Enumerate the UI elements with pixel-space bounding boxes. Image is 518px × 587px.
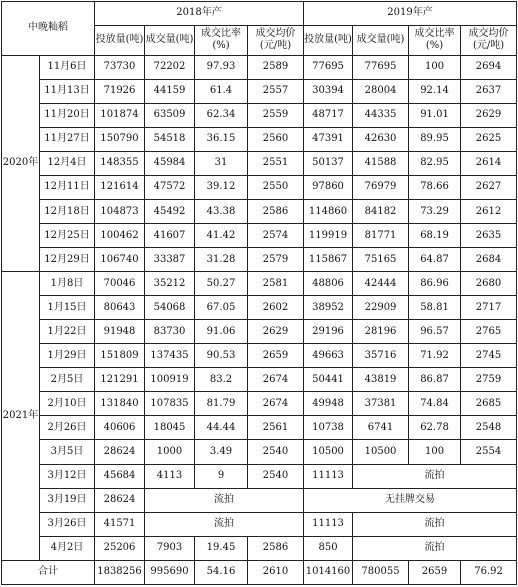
volume-2018-cell: 100919 <box>145 368 195 392</box>
total-2018-cell: 1838256 <box>95 560 145 584</box>
volume-2018-cell: 33387 <box>145 248 195 272</box>
volume-2019-cell: 84182 <box>353 199 409 223</box>
volume-2019-cell: 28004 <box>353 79 409 103</box>
year-label-2021: 2021年 <box>2 272 40 561</box>
supply-2018-cell: 121614 <box>95 175 145 199</box>
table-row <box>2 296 517 320</box>
volume-2018-cell: 47572 <box>145 175 195 199</box>
supply-2018-cell: 104873 <box>95 199 145 223</box>
table-row <box>2 224 517 248</box>
ratio-2019-cell: 100 <box>409 440 461 464</box>
volume-2018-cell: 41607 <box>145 224 195 248</box>
table-row <box>2 175 517 199</box>
ratio-2019-cell: 82.95 <box>409 151 461 175</box>
date-cell: 3月26日 <box>40 512 95 536</box>
date-cell: 12月11日 <box>40 175 95 199</box>
price-2019-cell: 2637 <box>461 79 517 103</box>
table-row <box>2 151 517 175</box>
status-2019-cell: 无挂牌交易 <box>304 488 517 512</box>
volume-2018-cell: 83730 <box>145 320 195 344</box>
supply-2019-cell: 11113 <box>304 512 353 536</box>
total-2019-cell: 780055 <box>353 560 409 584</box>
ratio-2019-cell: 89.95 <box>409 127 461 151</box>
date-cell: 12月18日 <box>40 199 95 223</box>
table-row <box>2 103 517 127</box>
corner-label: 中晚籼稻 <box>2 2 95 56</box>
volume-2018-cell: 107835 <box>145 392 195 416</box>
total-row <box>2 560 517 584</box>
price-2019-cell: 2694 <box>461 55 517 79</box>
supply-2019-cell: 10500 <box>304 440 353 464</box>
ratio-2018-cell: 97.93 <box>195 55 248 79</box>
volume-2019-cell: 35716 <box>353 344 409 368</box>
volume-2018-cell: 7903 <box>145 536 195 560</box>
volume-2018-cell: 18045 <box>145 416 195 440</box>
supply-2019-cell: 47391 <box>304 127 353 151</box>
ratio-2018-cell: 44.44 <box>195 416 248 440</box>
ratio-2019-cell: 64.87 <box>409 248 461 272</box>
supply-2019-cell: 50441 <box>304 368 353 392</box>
volume-2018-cell: 4113 <box>145 464 195 488</box>
supply-2018-cell: 80643 <box>95 296 145 320</box>
supply-2018-cell: 101874 <box>95 103 145 127</box>
volume-2019-cell: 75165 <box>353 248 409 272</box>
supply-2019-cell: 115867 <box>304 248 353 272</box>
ratio-2018-cell: 50.27 <box>195 272 248 296</box>
price-2018-cell: 2581 <box>248 272 304 296</box>
supply-2018-cell: 148355 <box>95 151 145 175</box>
date-cell: 1月15日 <box>40 296 95 320</box>
table-row <box>2 464 517 488</box>
status-2018-cell: 流拍 <box>145 512 304 536</box>
date-cell: 11月6日 <box>40 55 95 79</box>
ratio-2019-cell: 91.01 <box>409 103 461 127</box>
volume-2018-cell: 1000 <box>145 440 195 464</box>
table-row <box>2 368 517 392</box>
ratio-2019-cell: 86.96 <box>409 272 461 296</box>
supply-2018-cell: 45684 <box>95 464 145 488</box>
supply-2018-cell: 131840 <box>95 392 145 416</box>
date-cell: 12月4日 <box>40 151 95 175</box>
ratio-2018-cell: 9 <box>195 464 248 488</box>
price-2019-cell: 2765 <box>461 320 517 344</box>
price-2018-cell: 2674 <box>248 392 304 416</box>
ratio-2019-cell: 71.92 <box>409 344 461 368</box>
date-cell: 2月10日 <box>40 392 95 416</box>
total-2018-cell: 54.16 <box>195 560 248 584</box>
supply-2019-cell: 30394 <box>304 79 353 103</box>
supply-2018-cell: 106740 <box>95 248 145 272</box>
supply-2018-cell: 40606 <box>95 416 145 440</box>
supply-2018-cell: 41571 <box>95 512 145 536</box>
header-price-2019: 成交均价(元/吨) <box>461 25 517 55</box>
price-2019-cell: 2627 <box>461 175 517 199</box>
volume-2018-cell: 137435 <box>145 344 195 368</box>
volume-2019-cell: 77695 <box>353 55 409 79</box>
supply-2018-cell: 70046 <box>95 272 145 296</box>
status-2019-cell: 流拍 <box>353 536 517 560</box>
price-2018-cell: 2561 <box>248 416 304 440</box>
price-2018-cell: 2560 <box>248 127 304 151</box>
header-volume-2019: 成交量(吨) <box>353 25 409 55</box>
table-row <box>2 344 517 368</box>
volume-2018-cell: 35212 <box>145 272 195 296</box>
supply-2018-cell: 151809 <box>95 344 145 368</box>
price-2018-cell: 2586 <box>248 536 304 560</box>
total-2018-cell: 2610 <box>248 560 304 584</box>
ratio-2019-cell: 58.81 <box>409 296 461 320</box>
status-2018-cell: 流拍 <box>145 488 304 512</box>
table-row <box>2 392 517 416</box>
supply-2018-cell: 91948 <box>95 320 145 344</box>
supply-2019-cell: 49948 <box>304 392 353 416</box>
price-2018-cell: 2629 <box>248 320 304 344</box>
price-2018-cell: 2579 <box>248 248 304 272</box>
volume-2019-cell: 10500 <box>353 440 409 464</box>
date-cell: 2月26日 <box>40 416 95 440</box>
date-cell: 11月27日 <box>40 127 95 151</box>
ratio-2018-cell: 81.79 <box>195 392 248 416</box>
supply-2018-cell: 71926 <box>95 79 145 103</box>
price-2019-cell: 2717 <box>461 296 517 320</box>
group-header-2019: 2019年产 <box>304 2 517 26</box>
price-2018-cell: 2551 <box>248 151 304 175</box>
header-supply-2019: 投放量(吨) <box>304 25 353 55</box>
volume-2019-cell: 42444 <box>353 272 409 296</box>
date-cell: 12月25日 <box>40 224 95 248</box>
volume-2018-cell: 54518 <box>145 127 195 151</box>
price-2018-cell: 2602 <box>248 296 304 320</box>
table-row <box>2 55 517 79</box>
price-2018-cell: 2559 <box>248 103 304 127</box>
ratio-2018-cell: 39.12 <box>195 175 248 199</box>
volume-2018-cell: 45984 <box>145 151 195 175</box>
header-ratio-2018: 成交比率(%) <box>195 25 248 55</box>
price-2019-cell: 2629 <box>461 103 517 127</box>
price-2019-cell: 2759 <box>461 368 517 392</box>
date-cell: 11月20日 <box>40 103 95 127</box>
table-row <box>2 79 517 103</box>
ratio-2018-cell: 61.4 <box>195 79 248 103</box>
ratio-2018-cell: 41.42 <box>195 224 248 248</box>
status-2019-cell: 流拍 <box>353 512 517 536</box>
table-row <box>2 512 517 536</box>
supply-2019-cell: 29196 <box>304 320 353 344</box>
volume-2018-cell: 44159 <box>145 79 195 103</box>
volume-2019-cell: 44335 <box>353 103 409 127</box>
ratio-2018-cell: 19.45 <box>195 536 248 560</box>
total-2019-cell: 1014160 <box>304 560 353 584</box>
ratio-2019-cell: 96.57 <box>409 320 461 344</box>
ratio-2018-cell: 43.38 <box>195 199 248 223</box>
date-cell: 11月13日 <box>40 79 95 103</box>
date-cell: 12月29日 <box>40 248 95 272</box>
ratio-2018-cell: 83.2 <box>195 368 248 392</box>
price-2019-cell: 2554 <box>461 440 517 464</box>
price-2018-cell: 2659 <box>248 344 304 368</box>
status-2019-cell: 流拍 <box>353 464 517 488</box>
total-label: 合计 <box>2 560 95 584</box>
ratio-2019-cell: 62.78 <box>409 416 461 440</box>
volume-2019-cell: 41588 <box>353 151 409 175</box>
table-row <box>2 488 517 512</box>
supply-2019-cell: 97860 <box>304 175 353 199</box>
price-2019-cell: 2612 <box>461 199 517 223</box>
header-volume-2018: 成交量(吨) <box>145 25 195 55</box>
supply-2018-cell: 73730 <box>95 55 145 79</box>
date-cell: 4月2日 <box>40 536 95 560</box>
ratio-2018-cell: 91.06 <box>195 320 248 344</box>
volume-2018-cell: 63509 <box>145 103 195 127</box>
price-2018-cell: 2674 <box>248 368 304 392</box>
price-2018-cell: 2550 <box>248 175 304 199</box>
date-cell: 3月12日 <box>40 464 95 488</box>
volume-2019-cell: 42630 <box>353 127 409 151</box>
total-2019-cell: 2659 <box>409 560 461 584</box>
volume-2019-cell: 76979 <box>353 175 409 199</box>
volume-2018-cell: 72202 <box>145 55 195 79</box>
price-2019-cell: 2745 <box>461 344 517 368</box>
year-label-2020: 2020年 <box>2 55 40 271</box>
rice-auction-table <box>1 1 517 585</box>
ratio-2018-cell: 62.34 <box>195 103 248 127</box>
supply-2019-cell: 48717 <box>304 103 353 127</box>
table-row <box>2 440 517 464</box>
price-2019-cell: 2684 <box>461 248 517 272</box>
price-2018-cell: 2586 <box>248 199 304 223</box>
supply-2018-cell: 28624 <box>95 488 145 512</box>
price-2019-cell: 2548 <box>461 416 517 440</box>
ratio-2019-cell: 78.66 <box>409 175 461 199</box>
supply-2019-cell: 114860 <box>304 199 353 223</box>
date-cell: 3月5日 <box>40 440 95 464</box>
table-row <box>2 320 517 344</box>
price-2019-cell: 2685 <box>461 392 517 416</box>
date-cell: 2月5日 <box>40 368 95 392</box>
price-2018-cell: 2540 <box>248 464 304 488</box>
table-row <box>2 416 517 440</box>
ratio-2019-cell: 73.29 <box>409 199 461 223</box>
volume-2019-cell: 43819 <box>353 368 409 392</box>
header-ratio-2019: 成交比率(%) <box>409 25 461 55</box>
header-price-2018: 成交均价(元/吨) <box>248 25 304 55</box>
supply-2018-cell: 28624 <box>95 440 145 464</box>
supply-2019-cell: 38952 <box>304 296 353 320</box>
supply-2018-cell: 25206 <box>95 536 145 560</box>
ratio-2019-cell: 92.14 <box>409 79 461 103</box>
table-row <box>2 248 517 272</box>
supply-2019-cell: 50137 <box>304 151 353 175</box>
ratio-2018-cell: 31.28 <box>195 248 248 272</box>
ratio-2018-cell: 67.05 <box>195 296 248 320</box>
total-2019-cell: 76.92 <box>461 560 517 584</box>
volume-2018-cell: 54068 <box>145 296 195 320</box>
table-row <box>2 199 517 223</box>
header-supply-2018: 投放量(吨) <box>95 25 145 55</box>
ratio-2019-cell: 86.87 <box>409 368 461 392</box>
group-header-2018: 2018年产 <box>95 2 304 26</box>
volume-2019-cell: 28196 <box>353 320 409 344</box>
group-header-row <box>2 2 517 26</box>
date-cell: 1月29日 <box>40 344 95 368</box>
price-2018-cell: 2589 <box>248 55 304 79</box>
volume-2019-cell: 37381 <box>353 392 409 416</box>
supply-2019-cell: 48806 <box>304 272 353 296</box>
supply-2019-cell: 10738 <box>304 416 353 440</box>
volume-2019-cell: 81771 <box>353 224 409 248</box>
date-cell: 3月19日 <box>40 488 95 512</box>
price-2018-cell: 2557 <box>248 79 304 103</box>
date-cell: 1月8日 <box>40 272 95 296</box>
ratio-2018-cell: 90.53 <box>195 344 248 368</box>
supply-2019-cell: 850 <box>304 536 353 560</box>
ratio-2018-cell: 3.49 <box>195 440 248 464</box>
ratio-2019-cell: 100 <box>409 55 461 79</box>
ratio-2018-cell: 36.15 <box>195 127 248 151</box>
supply-2019-cell: 77695 <box>304 55 353 79</box>
price-2018-cell: 2574 <box>248 224 304 248</box>
price-2019-cell: 2614 <box>461 151 517 175</box>
ratio-2018-cell: 31 <box>195 151 248 175</box>
ratio-2019-cell: 68.19 <box>409 224 461 248</box>
table-row <box>2 536 517 560</box>
volume-2019-cell: 6741 <box>353 416 409 440</box>
volume-2018-cell: 45492 <box>145 199 195 223</box>
table-row <box>2 272 517 296</box>
supply-2018-cell: 100462 <box>95 224 145 248</box>
table-row <box>2 127 517 151</box>
volume-2019-cell: 22909 <box>353 296 409 320</box>
supply-2018-cell: 121291 <box>95 368 145 392</box>
supply-2018-cell: 150790 <box>95 127 145 151</box>
supply-2019-cell: 11113 <box>304 464 353 488</box>
ratio-2019-cell: 74.84 <box>409 392 461 416</box>
supply-2019-cell: 49663 <box>304 344 353 368</box>
total-2018-cell: 995690 <box>145 560 195 584</box>
price-2019-cell: 2635 <box>461 224 517 248</box>
date-cell: 1月22日 <box>40 320 95 344</box>
price-2019-cell: 2680 <box>461 272 517 296</box>
price-2018-cell: 2540 <box>248 440 304 464</box>
supply-2019-cell: 119919 <box>304 224 353 248</box>
price-2019-cell: 2625 <box>461 127 517 151</box>
